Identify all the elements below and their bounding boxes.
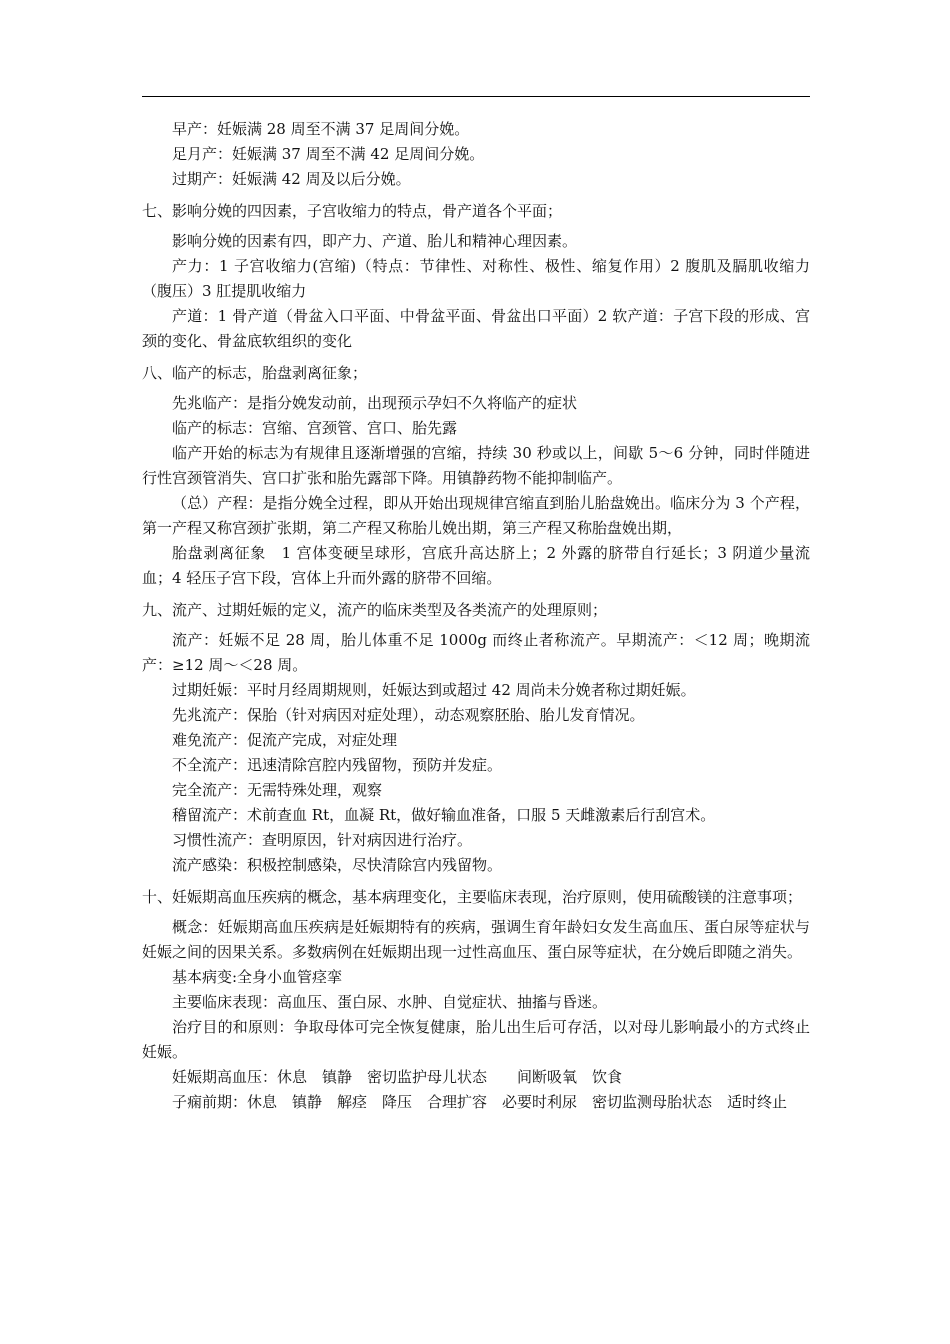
section-heading: 九、流产、过期妊娠的定义，流产的临床类型及各类流产的处理原则；	[142, 601, 608, 619]
body-paragraph: 先兆流产：保胎（针对病因对症处理），动态观察胚胎、胎儿发育情况。	[172, 706, 645, 724]
body-paragraph: 不全流产：迅速清除宫腔内残留物，预防并发症。	[172, 756, 503, 774]
body-paragraph: 流产感染：积极控制感染，尽快清除宫内残留物。	[172, 856, 503, 874]
body-paragraph: （总）产程：是指分娩全过程，即从开始出现规律宫缩直到胎儿胎盘娩出。临床分为 3 个产程，第一产程又称宫颈扩张期，第二产程又称胎儿娩出期，第三产程又称胎盘娩出期，	[142, 494, 810, 537]
body-paragraph: 主要临床表现：高血压、蛋白尿、水肿、自觉症状、抽搐与昏迷。	[172, 993, 608, 1011]
section-heading: 十、妊娠期高血压疾病的概念，基本病理变化，主要临床表现，治疗原则，使用硫酸镁的注意事项；	[142, 888, 803, 906]
body-paragraph: 过期产：妊娠满 42 周及以后分娩。	[172, 170, 411, 188]
body-paragraph: 胎盘剥离征象 1 宫体变硬呈球形，宫底升高达脐上；2 外露的脐带自行延长；3 阴道少量流血；4 轻压子宫下段，宫体上升而外露的脐带不回缩。	[142, 544, 810, 587]
body-paragraph: 基本病变:全身小血管痉挛	[172, 968, 343, 986]
section-heading: 八、临产的标志，胎盘剥离征象；	[142, 364, 368, 382]
body-paragraph: 足月产：妊娠满 37 周至不满 42 足周间分娩。	[172, 145, 485, 163]
body-paragraph: 概念：妊娠期高血压疾病是妊娠期特有的疾病，强调生育年龄妇女发生高血压、蛋白尿等症状与妊娠之间的因果关系。多数病例在妊娠期出现一过性高血压、蛋白尿等症状，在分娩后即随之消失。	[142, 918, 810, 961]
body-paragraph: 早产：妊娠满 28 周至不满 37 足周间分娩。	[172, 120, 470, 138]
body-paragraph: 先兆临产：是指分娩发动前，出现预示孕妇不久将临产的症状	[172, 394, 578, 412]
body-paragraph: 临产开始的标志为有规律且逐渐增强的宫缩，持续 30 秒或以上，间歇 5～6 分钟，同时伴随进行性宫颈管消失、宫口扩张和胎先露部下降。用镇静药物不能抑制临产。	[142, 444, 810, 487]
body-paragraph: 子痫前期：休息 镇静 解痉 降压 合理扩容 必要时利尿 密切监测母胎状态 适时终止	[172, 1093, 788, 1111]
body-paragraph: 产力：1 子宫收缩力(宫缩)（特点：节律性、对称性、极性、缩复作用）2 腹肌及膈肌收缩力（腹压）3 肛提肌收缩力	[142, 257, 810, 300]
body-paragraph: 习惯性流产：查明原因，针对病因进行治疗。	[172, 831, 473, 849]
body-paragraph: 产道：1 骨产道（骨盆入口平面、中骨盆平面、骨盆出口平面）2 软产道：子宫下段的形成、宫颈的变化、骨盆底软组织的变化	[142, 307, 810, 350]
header-rule	[142, 96, 810, 97]
body-paragraph: 完全流产：无需特殊处理，观察	[172, 781, 383, 799]
body-paragraph: 稽留流产：术前查血 Rt，血凝 Rt，做好输血准备，口服 5 天雌激素后行刮宫术。	[172, 806, 716, 824]
section-heading: 七、影响分娩的四因素，子宫收缩力的特点，骨产道各个平面；	[142, 202, 563, 220]
body-paragraph: 过期妊娠：平时月经周期规则，妊娠达到或超过 42 周尚未分娩者称过期妊娠。	[172, 681, 696, 699]
body-paragraph: 治疗目的和原则：争取母体可完全恢复健康，胎儿出生后可存活，以对母儿影响最小的方式终止妊娠。	[142, 1018, 810, 1061]
body-paragraph: 影响分娩的因素有四，即产力、产道、胎儿和精神心理因素。	[172, 232, 578, 250]
body-paragraph: 临产的标志：宫缩、宫颈管、宫口、胎先露	[172, 419, 458, 437]
body-paragraph: 妊娠期高血压：休息 镇静 密切监护母儿状态 间断吸氧 饮食	[172, 1068, 623, 1086]
document-body	[142, 117, 810, 1115]
body-paragraph: 难免流产：促流产完成，对症处理	[172, 731, 398, 749]
body-paragraph: 流产：妊娠不足 28 周，胎儿体重不足 1000g 而终止者称流产。早期流产：＜12 周；晚期流产：≥12 周～＜28 周。	[142, 631, 810, 674]
